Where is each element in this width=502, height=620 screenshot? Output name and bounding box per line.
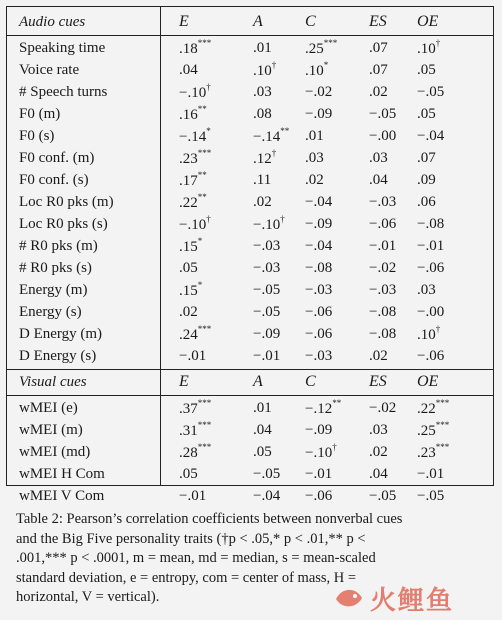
caption-line-3: .001,*** p < .0001, m = mean, md = median, s = mean-scaled [16, 550, 376, 566]
table-cell: .04 [179, 61, 198, 78]
table-cell: .04 [369, 465, 388, 482]
table-cell: −.04 [305, 193, 333, 210]
watermark-logo [332, 578, 482, 618]
table-cell: −.01 [417, 465, 445, 482]
table-cell: −.10† [179, 81, 211, 101]
table-row [7, 463, 493, 485]
table-row [7, 301, 493, 323]
table-cell: −.01 [179, 487, 207, 504]
row-label: D Energy (s) [19, 347, 97, 364]
table-cell: .03 [417, 281, 436, 298]
caption-line-2: and the Big Five personality traits (†p < .05,* p < .01,** p < [16, 530, 366, 547]
table-cell: −.00 [417, 303, 445, 320]
table-cell: .04 [369, 171, 388, 188]
column-header: C [305, 373, 316, 390]
table-cell: .07 [369, 39, 388, 56]
table-cell: .03 [369, 421, 388, 438]
row-label: Audio cues [19, 13, 86, 30]
table-cell: −.06 [305, 325, 333, 342]
table-cell: −.06 [369, 215, 397, 232]
row-divider [7, 35, 493, 36]
table-cell: .22*** [417, 397, 450, 417]
table-cell: −.08 [369, 303, 397, 320]
table-row [7, 213, 493, 235]
table-row [7, 59, 493, 81]
row-label: # R0 pks (s) [19, 259, 92, 276]
caption-line-5: horizontal, V = vertical). [16, 589, 160, 605]
table-row [7, 485, 493, 507]
table-cell: .06 [417, 193, 436, 210]
table-row [7, 257, 493, 279]
table-cell: .10† [253, 59, 277, 79]
table-cell: −.14** [253, 125, 290, 145]
table-cell: −.08 [369, 325, 397, 342]
table-cell: −.09 [253, 325, 281, 342]
table-cell: .05 [179, 465, 198, 482]
row-label: wMEI (e) [19, 399, 78, 416]
table-cell: .23*** [417, 441, 450, 461]
table-cell: −.04 [253, 487, 281, 504]
table-cell: .03 [253, 83, 272, 100]
table-cell: −.08 [417, 215, 445, 232]
table-cell: .10† [417, 37, 441, 57]
table-cell: .10* [305, 59, 329, 79]
table-cell: −.02 [369, 399, 397, 416]
table-row [7, 147, 493, 169]
table-cell: .03 [369, 149, 388, 166]
row-label: F0 conf. (m) [19, 149, 95, 166]
table-cell: −.01 [417, 237, 445, 254]
table-row [7, 235, 493, 257]
table-cell: −.01 [369, 237, 397, 254]
row-label: Visual cues [19, 373, 87, 390]
row-label: F0 (s) [19, 127, 55, 144]
table-cell: −.04 [305, 237, 333, 254]
table-cell: −.02 [305, 83, 333, 100]
table-cell: −.09 [305, 215, 333, 232]
table-cell: −.03 [253, 237, 281, 254]
caption-line-4: standard deviation, e = entropy, com = center of mass, H = [16, 569, 357, 586]
table-cell: .03 [305, 149, 324, 166]
table-cell: .01 [305, 127, 324, 144]
table-row [7, 81, 493, 103]
table-cell: .02 [253, 193, 272, 210]
table-cell: −.03 [253, 259, 281, 276]
table-cell: −.10† [253, 213, 285, 233]
table-cell: −.14* [179, 125, 211, 145]
table-cell: −.03 [369, 281, 397, 298]
table-cell: .10† [417, 323, 441, 343]
table-row [7, 125, 493, 147]
table-row [7, 279, 493, 301]
table-cell: −.05 [253, 281, 281, 298]
fish-logo-icon [332, 581, 366, 615]
table-cell: .17** [179, 169, 207, 189]
table-cell: .18*** [179, 37, 212, 57]
table-cell: .08 [253, 105, 272, 122]
table-row [7, 323, 493, 345]
audio-header-row [7, 11, 493, 33]
table-cell: −.05 [369, 487, 397, 504]
table-cell: .22** [179, 191, 207, 211]
table-cell: −.01 [305, 465, 333, 482]
column-header: OE [417, 373, 439, 390]
table-cell: .15* [179, 235, 203, 255]
row-label: F0 conf. (s) [19, 171, 89, 188]
table-cell: .02 [179, 303, 198, 320]
table-row [7, 37, 493, 59]
table-cell: .28*** [179, 441, 212, 461]
table-cell: −.06 [417, 259, 445, 276]
table-cell: .25*** [305, 37, 338, 57]
table-cell: −.10† [305, 441, 337, 461]
row-label: wMEI (m) [19, 421, 83, 438]
table-cell: −.06 [305, 303, 333, 320]
table-cell: .31*** [179, 419, 212, 439]
table-cell: −.05 [369, 105, 397, 122]
table-cell: −.01 [179, 347, 207, 364]
row-label: wMEI (md) [19, 443, 91, 460]
table-cell: .09 [417, 171, 436, 188]
row-label: Energy (s) [19, 303, 82, 320]
table-cell: −.04 [417, 127, 445, 144]
column-header: ES [369, 373, 387, 390]
column-header: C [305, 13, 316, 30]
correlation-table [6, 6, 494, 504]
table-cell: .12† [253, 147, 277, 167]
row-label: D Energy (m) [19, 325, 103, 342]
table-cell: .05 [417, 61, 436, 78]
row-label: # R0 pks (m) [19, 237, 98, 254]
table-cell: .24*** [179, 323, 212, 343]
row-label: wMEI V Com [19, 487, 105, 504]
table-cell: −.09 [305, 421, 333, 438]
table-cell: .25*** [417, 419, 450, 439]
row-divider [7, 369, 493, 370]
table-cell: −.06 [417, 347, 445, 364]
column-header: OE [417, 13, 439, 30]
table-cell: −.05 [253, 465, 281, 482]
table-cell: .37*** [179, 397, 212, 417]
table-cell: −.01 [253, 347, 281, 364]
row-label: Speaking time [19, 39, 106, 56]
table-cell: .11 [253, 171, 272, 188]
table-cell: .23*** [179, 147, 212, 167]
column-header: E [179, 373, 189, 390]
table-row [7, 191, 493, 213]
row-label: wMEI H Com [19, 465, 105, 482]
table-cell: .05 [179, 259, 198, 276]
table-cell: −.05 [417, 83, 445, 100]
table-row [7, 169, 493, 191]
table-row [7, 397, 493, 419]
row-label: # Speech turns [19, 83, 108, 100]
table-cell: .16** [179, 103, 207, 123]
table-cell: .02 [369, 443, 388, 460]
row-label: Loc R0 pks (m) [19, 193, 114, 210]
row-label: Energy (m) [19, 281, 88, 298]
table-cell: .15* [179, 279, 203, 299]
table-cell: .01 [253, 39, 272, 56]
table-cell: −.06 [305, 487, 333, 504]
table-cell: −.12** [305, 397, 342, 417]
table-cell: .02 [305, 171, 324, 188]
table-cell: .02 [369, 347, 388, 364]
table-cell: −.03 [305, 281, 333, 298]
table-cell: .02 [369, 83, 388, 100]
table-row [7, 103, 493, 125]
row-divider [7, 395, 493, 396]
table-cell: −.08 [305, 259, 333, 276]
table-cell: .07 [369, 61, 388, 78]
table-cell: .01 [253, 399, 272, 416]
table-row [7, 441, 493, 463]
table-cell: −.05 [253, 303, 281, 320]
column-header: ES [369, 13, 387, 30]
table-cell: −.02 [369, 259, 397, 276]
table-cell: −.03 [305, 347, 333, 364]
row-label: F0 (m) [19, 105, 61, 122]
table-cell: .04 [253, 421, 272, 438]
table-cell: −.10† [179, 213, 211, 233]
table-cell: −.00 [369, 127, 397, 144]
table-cell: −.09 [305, 105, 333, 122]
watermark-text: 火鲤鱼 [370, 585, 455, 616]
column-header: A [253, 13, 263, 30]
visual-header-row [7, 371, 493, 393]
column-header: A [253, 373, 263, 390]
table-row [7, 419, 493, 441]
table-cell: .07 [417, 149, 436, 166]
column-header: E [179, 13, 189, 30]
caption-line-1: Table 2: Pearson’s correlation coefficients between nonverbal cues [16, 511, 403, 527]
row-label: Loc R0 pks (s) [19, 215, 108, 232]
table-cell: −.03 [369, 193, 397, 210]
row-label: Voice rate [19, 61, 80, 78]
table-cell: .05 [417, 105, 436, 122]
table-cell: .05 [253, 443, 272, 460]
table-row [7, 345, 493, 367]
table-cell: −.05 [417, 487, 445, 504]
